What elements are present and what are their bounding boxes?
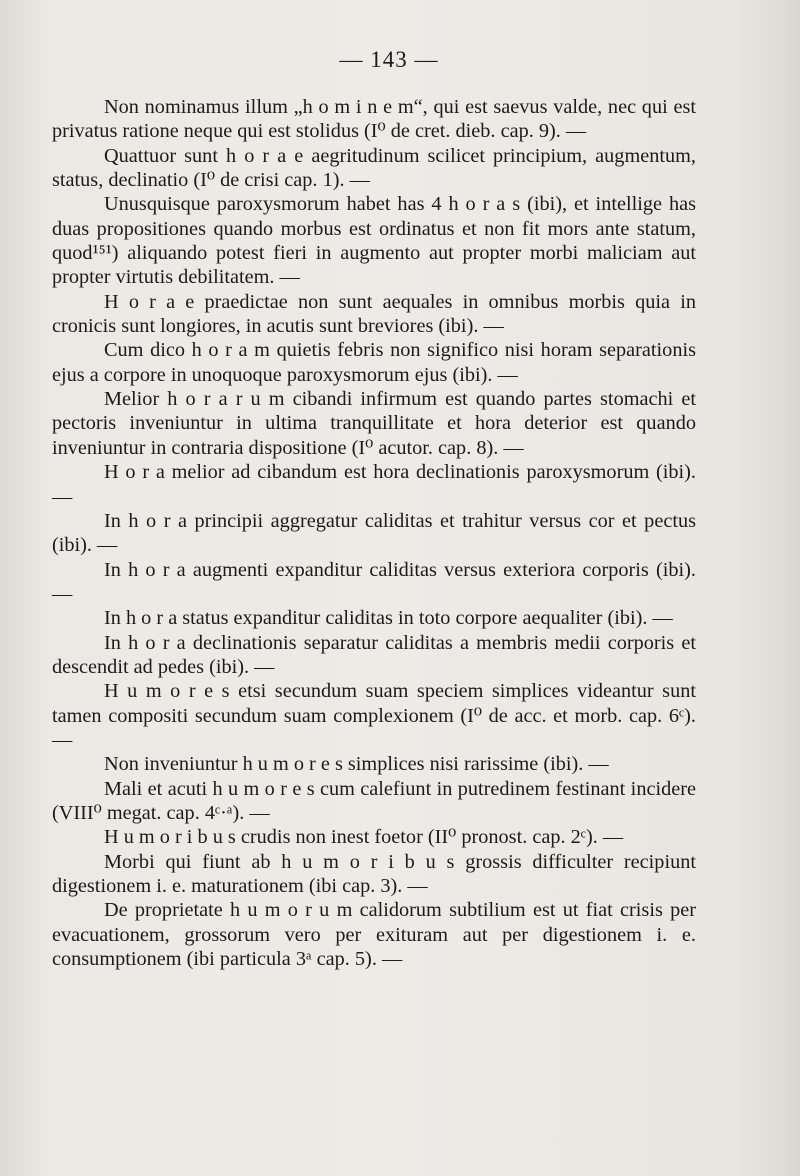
paragraph: Non inveniuntur h u m o r e s simplices nisi rarissime (ibi). —	[104, 753, 609, 776]
paragraph: De proprietate h u m o r u m calidorum subtilium est ut fiat crisis per evacuationem, grossorum vero per exituram aut per digestionem i. e. consumptionem (ibi particula 3ᵃ cap. 5). —	[52, 899, 696, 971]
paragraph: In h o r a principii aggregatur caliditas et trahitur versus cor et pectus (ibi). —	[52, 509, 696, 557]
paragraph: In h o r a augmenti expanditur caliditas versus exteriora corporis (ibi). —	[52, 558, 696, 605]
paragraph: H o r a melior ad cibandum est hora declinationis paroxysmorum (ibi). —	[52, 461, 696, 508]
paragraph: H u m o r i b u s crudis non inest foetor (II⁰ pronost. cap. 2ᶜ). —	[104, 826, 624, 849]
paragraph: Melior h o r a r u m cibandi infirmum est quando partes stomachi et pectoris inveniuntur in ultima tranquillitate et hora deterior est quando inveniuntur in contraria dispositione (I⁰ acutor. cap. 8). —	[52, 388, 696, 459]
paragraph: Cum dico h o r a m quietis febris non significo nisi horam separationis ejus a corpore in unoquoque paroxysmorum ejus (ibi). —	[52, 339, 696, 386]
body-text	[52, 95, 696, 971]
paragraph: Non nominamus illum „h o m i n e m“, qui est saevus valde, nec qui est privatus ratione neque qui est stolidus (I⁰ de cret. dieb. cap. 9). —	[52, 96, 696, 143]
paragraph: H u m o r e s etsi secundum suam speciem simplices videantur sunt tamen compositi secundum suam complexionem (I⁰ de acc. et morb. cap. 6ᶜ). —	[52, 680, 696, 751]
paragraph: Morbi qui fiunt ab h u m o r i b u s grossis difficulter recipiunt digestionem i. e. maturationem (ibi cap. 3). —	[52, 850, 696, 897]
paragraph: Unusquisque paroxysmorum habet has 4 h o r a s (ibi), et intellige has duas propositiones quando morbus est ordinatus et non fit mors ante statum, quod¹⁵¹) aliquando potest fieri in augmento aut propter morbi maliciam aut propter virtutis debilitatem. —	[52, 193, 696, 289]
paragraph: In h o r a declinationis separatur caliditas a membris medii corporis et descendit ad pedes (ibi). —	[52, 631, 696, 678]
paragraph: In h o r a status expanditur caliditas in toto corpore aequaliter (ibi). —	[104, 607, 673, 630]
page-number: — 143 —	[339, 47, 439, 72]
paragraph: Mali et acuti h u m o r e s cum calefiunt in putredinem festinant incidere (VIII⁰ megat. cap. 4ᶜ·ᵃ). —	[52, 777, 696, 824]
paragraph: H o r a e praedictae non sunt aequales in omnibus morbis quia in cronicis sunt longiores, in acutis sunt breviores (ibi). —	[52, 290, 696, 338]
paragraph: Quattuor sunt h o r a e aegritudinum scilicet principium, augmentum, status, declinatio (I⁰ de crisi cap. 1). —	[52, 144, 696, 192]
